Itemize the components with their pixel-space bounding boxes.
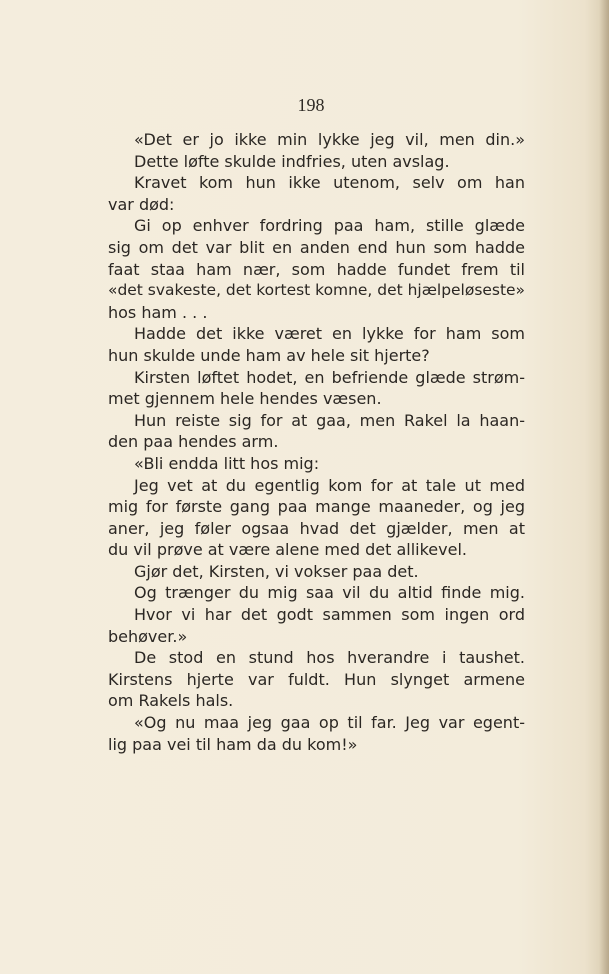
text-line: om Rakels hals.	[108, 691, 234, 711]
text-line: den paa hendes arm.	[108, 432, 279, 452]
text-line: met gjennem hele hendes væsen.	[108, 389, 382, 409]
text-line: Gjør det, Kirsten, vi vokser paa det.	[134, 561, 419, 581]
text-line: aner, jeg føler ogsaa hvad det gjælder, men at	[108, 518, 525, 538]
text-line: behøver.»	[108, 626, 188, 646]
page-number: 198	[297, 95, 325, 115]
text-line: hos ham . . .	[108, 302, 208, 322]
text-line: «det svakeste, det kortest komne, det hjælpeløseste»	[108, 281, 525, 300]
text-line: «Og nu maa jeg gaa op til far. Jeg var egent-	[134, 713, 525, 733]
text-line: faat staa ham nær, som hadde fundet frem til	[108, 259, 525, 279]
text-line: Kirstens hjerte var fuldt. Hun slynget armene	[108, 669, 525, 689]
text-line: mig for første gang paa mange maaneder, og jeg	[108, 497, 525, 517]
text-line: Hun reiste sig for at gaa, men Rakel la haan-	[134, 410, 525, 430]
text-line: Hadde det ikke været en lykke for ham som	[134, 324, 525, 344]
text-line: Jeg vet at du egentlig kom for at tale ut med	[134, 475, 525, 495]
text-line: sig om det var blit en anden end hun som hadde	[108, 237, 525, 257]
text-line: Og trænger du mig saa vil du altid finde mig.	[134, 583, 525, 603]
text-line: Dette løfte skulde indfries, uten avslag.	[134, 151, 450, 171]
text-line: Hvor vi har det godt sammen som ingen ord	[134, 605, 525, 625]
text-line: Kirsten løftet hodet, en befriende glæde strøm-	[134, 367, 525, 387]
text-line: De stod en stund hos hverandre i taushet.	[134, 648, 525, 668]
text-line: hun skulde unde ham av hele sit hjerte?	[108, 345, 430, 365]
page-edge-shadow	[599, 0, 609, 974]
text-line: «Det er jo ikke min lykke jeg vil, men din.»	[134, 130, 525, 149]
text-line: du vil prøve at være alene med det allikevel.	[108, 540, 467, 560]
body-text	[108, 129, 525, 755]
text-line: Gi op enhver fordring paa ham, stille glæde	[134, 216, 525, 236]
text-line: var død:	[108, 194, 175, 214]
text-line: lig paa vei til ham da du kom!»	[108, 734, 358, 754]
text-line: Kravet kom hun ikke utenom, selv om han	[134, 173, 525, 193]
text-line: «Bli endda litt hos mig:	[134, 453, 320, 473]
